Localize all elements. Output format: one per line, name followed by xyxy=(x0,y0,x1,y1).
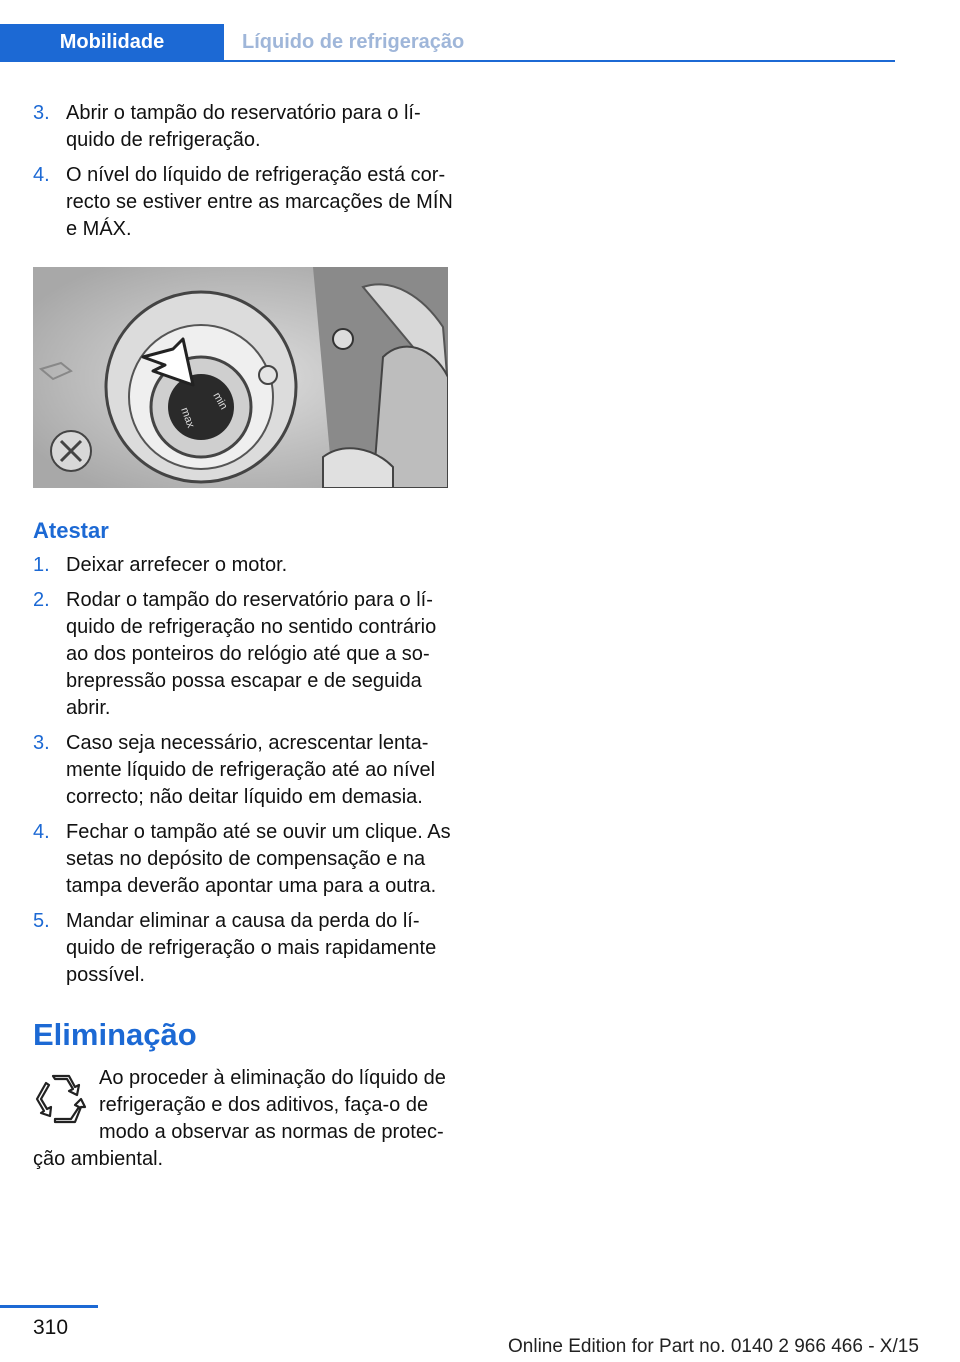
header-divider xyxy=(0,60,895,62)
step-item xyxy=(33,100,453,154)
coolant-reservoir-photo xyxy=(33,267,448,488)
content-column xyxy=(33,100,453,1173)
disposal-note xyxy=(33,1065,453,1173)
disposal-text: Ao proceder à eliminação do líquido de refrigeração e dos aditivos, faça-o de modo a observar as normas de protecção ambiental. xyxy=(33,1067,446,1170)
page-header xyxy=(0,0,960,64)
cap-label-min: min xyxy=(210,390,230,412)
recycle-icon xyxy=(33,1071,89,1127)
step-number: 5. xyxy=(33,910,50,932)
step-item xyxy=(33,730,453,811)
step-text: Fechar o tampão até se ouvir um clique. As setas no depósito de compensação e na tampa deverão apontar uma para a outra. xyxy=(66,821,451,897)
tab-mobilidade[interactable]: Mobilidade xyxy=(0,24,224,61)
section-title-eliminacao: Eliminação xyxy=(33,1017,197,1052)
footer-divider xyxy=(0,1305,98,1308)
tab-liquido-refrigeracao[interactable]: Líquido de refrigeração xyxy=(242,31,465,53)
step-number: 2. xyxy=(33,589,50,611)
page-number: 310 xyxy=(33,1316,69,1339)
step-text: Abrir o tampão do reservatório para o líquido de refrigeração. xyxy=(66,102,421,151)
step-text: Mandar eliminar a causa da perda do líquido de refrigeração o mais rapidamente possível. xyxy=(66,910,437,986)
step-number: 3. xyxy=(33,102,50,124)
step-item xyxy=(33,819,453,900)
step-item xyxy=(33,162,453,243)
step-text: O nível do líquido de refrigeração está correcto se estiver entre as marcações de MÍN e MÁX. xyxy=(66,164,453,240)
step-text: Caso seja necessário, acrescentar lentamente líquido de refrigeração até ao nível correcto; não deitar líquido em demasia. xyxy=(66,732,436,808)
step-item xyxy=(33,908,453,989)
step-text: Rodar o tampão do reservatório para o líquido de refrigeração no sentido contrário ao dos ponteiros do relógio até que a sobrepressão possa escapar e de seguida abrir. xyxy=(66,589,437,719)
step-number: 4. xyxy=(33,821,50,843)
cap-label-max: max xyxy=(178,405,197,430)
step-item xyxy=(33,552,453,579)
edition-text: Online Edition for Part no. 0140 2 966 466 - X/15 xyxy=(508,1336,919,1357)
step-number: 3. xyxy=(33,732,50,754)
step-item xyxy=(33,587,453,722)
step-text: Deixar arrefecer o motor. xyxy=(66,554,288,576)
section-title-atestar: Atestar xyxy=(33,518,109,543)
step-number: 4. xyxy=(33,164,50,186)
step-number: 1. xyxy=(33,554,50,576)
